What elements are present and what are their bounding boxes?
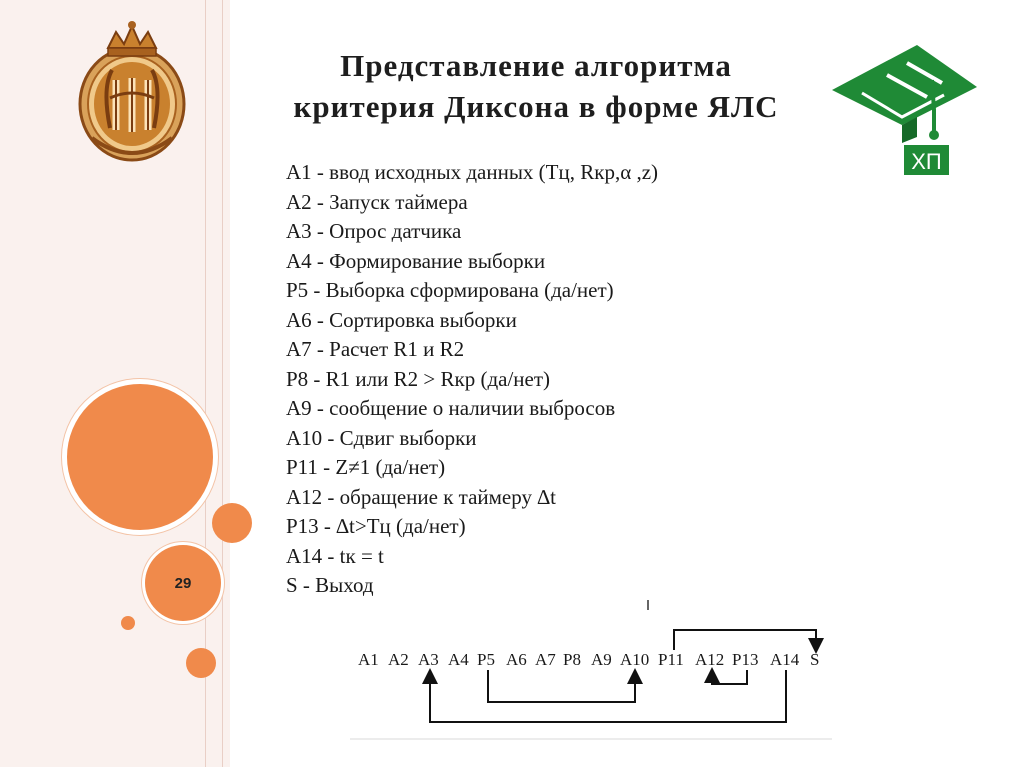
list-item: S - Выход [286,573,374,597]
sequence-item: Р11 [658,650,684,669]
faculty-logo-icon [832,45,977,180]
sequence-item: А9 [591,650,612,669]
transition-arrow [712,670,747,684]
page-number: 29 [174,574,192,592]
title-line-2: критерия Диксона в форме ЯЛС [293,89,779,124]
university-emblem-icon [72,18,192,168]
list-item: Р5 - Выборка сформирована (да/нет) [286,278,614,302]
sequence-item: Р5 [477,650,495,669]
decorative-circle-tiny [121,616,135,630]
list-item: А4 - Формирование выборки [286,248,546,273]
page-number-badge [145,545,221,621]
title-line-1: Представление алгоритма [340,48,732,83]
sequence-item: А4 [448,650,469,669]
list-item: А2 - Запуск таймера [286,189,468,214]
list-item: А1 - ввод исходных данных (Тц, Rкр,α ,z) [286,160,659,184]
sequence-item: А12 [695,650,725,669]
list-item: А12 - обращение к таймеру ∆t [286,484,556,509]
decorative-circle-small [212,503,252,543]
operator-list [286,158,658,601]
sequence-item: А2 [388,650,409,669]
sequence-item: Р8 [563,650,581,669]
sequence-item: Р13 [732,650,759,669]
transition-arrow [488,670,635,702]
transition-arrow [674,630,816,650]
logic-scheme-diagram [350,598,840,743]
list-item: А10 - Сдвиг выборки [286,425,477,450]
list-item: А6 - Сортировка выборки [286,307,517,332]
sequence-item: А7 [535,650,556,669]
list-item: Р11 - Z≠1 (да/нет) [286,455,446,479]
decorative-line [222,0,223,767]
sequence-item: А14 [770,650,800,669]
transition-arrow [430,670,786,722]
sequence-item: S [810,650,820,669]
decorative-circle-medium [186,648,216,678]
list-item: Р13 - ∆t>Тц (да/нет) [286,514,466,538]
sequence-item: А6 [506,650,527,669]
sequence-item: А3 [418,650,439,669]
sequence-item: А10 [620,650,650,669]
slide-title [236,45,836,127]
list-item: А14 - tк = t [286,543,384,568]
sequence-item: А1 [358,650,379,669]
list-item: А9 - сообщение о наличии выбросов [286,396,616,420]
list-item: Р8 - R1 или R2 > Rкр (да/нет) [286,366,551,391]
decorative-circle-large [67,384,213,530]
list-item: А3 - Опрос датчика [286,219,462,243]
logo-text: ХП [911,149,942,174]
list-item: А7 - Расчет R1 и R2 [286,337,465,361]
